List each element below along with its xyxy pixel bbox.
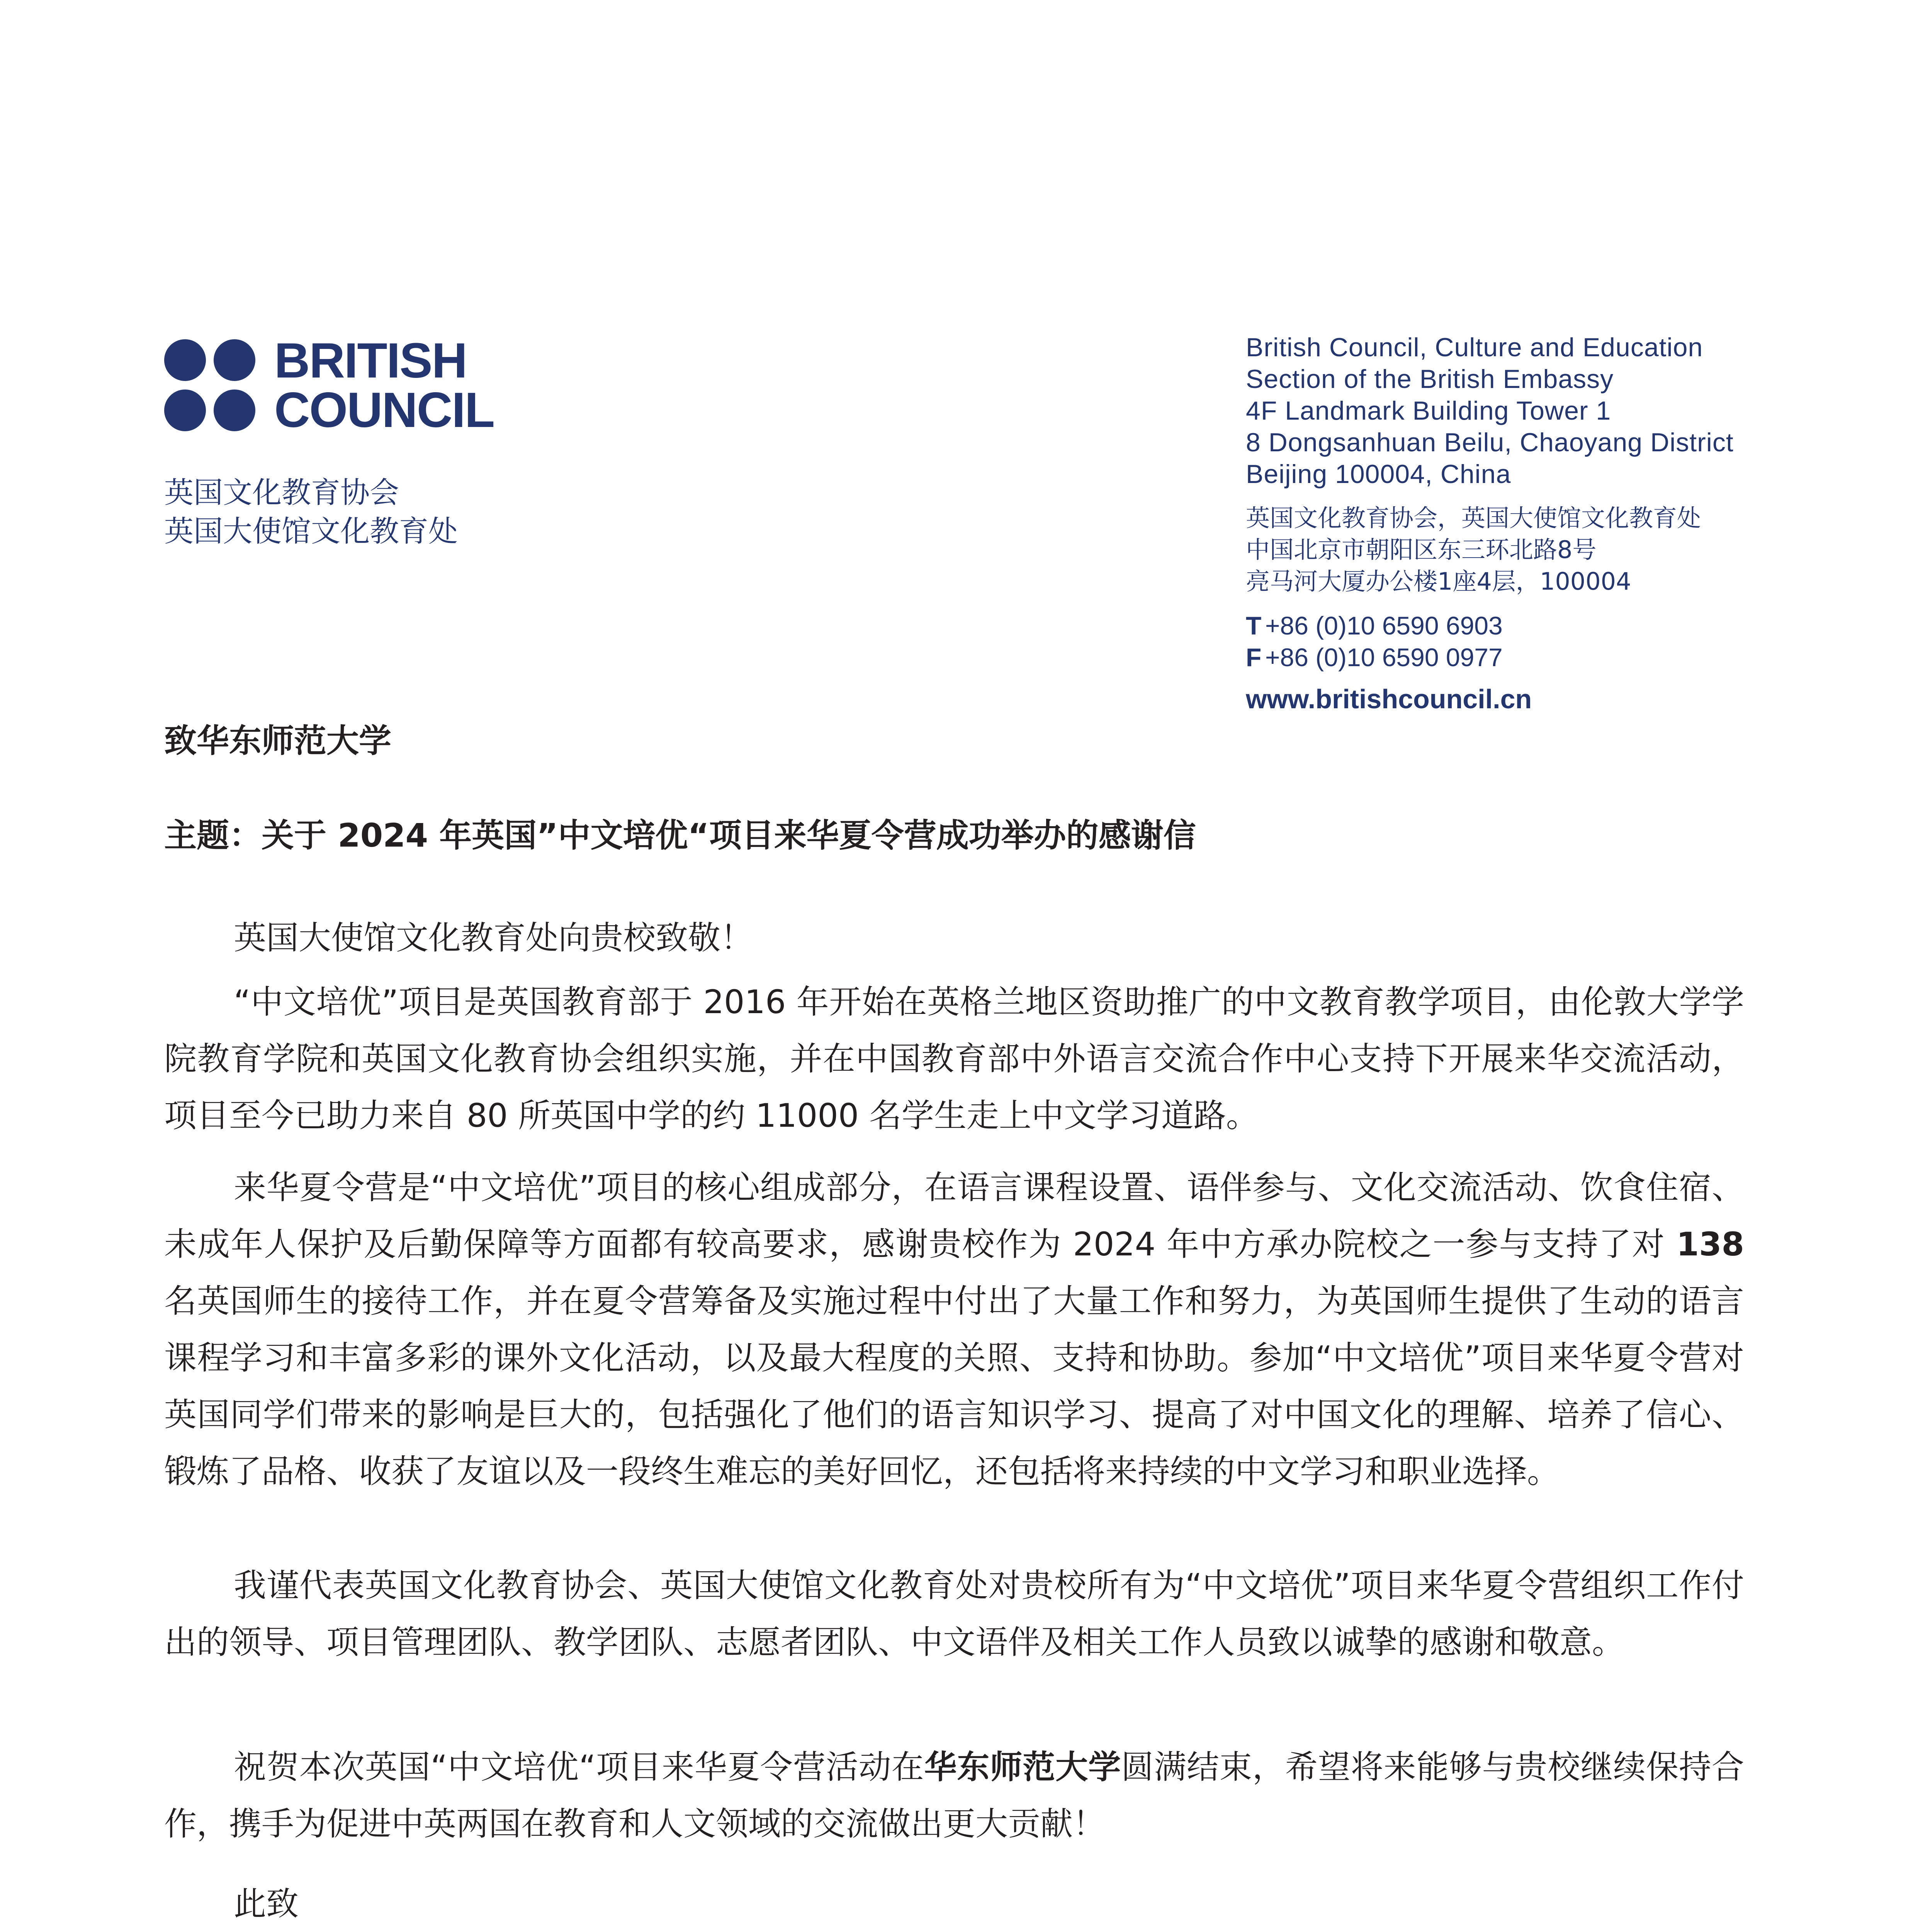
british-council-logo (164, 333, 512, 438)
host-university: 华东师范大学 (924, 1748, 1121, 1786)
address-en-line: British Council, Culture and Education (1246, 333, 1703, 362)
paragraph-4-part-b: 圆满结束，希望将来能够与贵校继续保持合作，携手为促进中英两国在教育和人文领域的交流做出更大贡献！ (164, 1748, 1744, 1843)
guest-count: 138 (1676, 1225, 1744, 1263)
address-en-line: 8 Dongsanhuan Beilu, Chaoyang District (1246, 428, 1734, 457)
greeting: 英国大使馆文化教育处向贵校致敬！ (234, 919, 753, 957)
subject-line: 主题：关于 2024 年英国”中文培优“项目来华夏令营成功举办的感谢信 (164, 816, 1196, 854)
recipient: 致华东师范大学 (164, 722, 392, 760)
address-en-line: 4F Landmark Building Tower 1 (1246, 396, 1611, 425)
address-cn-line: 英国文化教育协会，英国大使馆文化教育处 (1246, 504, 1701, 532)
paragraph-2-part-a: 来华夏令营是“中文培优”项目的核心组成部分，在语言课程设置、语伴参与、文化交流活动、饮食住宿、未成年人保护及后勤保障等方面都有较高要求，感谢贵校作为 2024 年中方承办院校之一参与支持了对 (164, 1168, 1744, 1263)
org-name-cn-1: 英国文化教育协会 (164, 475, 399, 510)
phone-line (1246, 610, 1503, 641)
paragraph-3: 我谨代表英国文化教育协会、英国大使馆文化教育处对贵校所有为“中文培优”项目来华夏令营组织工作付出的领导、项目管理团队、教学团队、志愿者团队、中文语伴及相关工作人员致以诚挚的感谢和敬意。 (164, 1566, 1744, 1661)
paragraph-1: “中文培优”项目是英国教育部于 2016 年开始在英格兰地区资助推广的中文教育教学项目，由伦敦大学学院教育学院和英国文化教育协会组织实施，并在中国教育部中外语言交流合作中心支持下开展来华交流活动，项目至今已助力来自 80 所英国中学的约 11000 名学生走上中文学习道路。 (164, 983, 1744, 1134)
paragraph-4 (164, 1739, 1744, 1852)
fax-line (1246, 641, 1503, 673)
logo-dot (214, 389, 255, 431)
phone-number: +86 (0)10 6590 6903 (1265, 611, 1503, 640)
logo-dot (214, 339, 255, 381)
phone-label: T (1246, 611, 1262, 640)
address-en-line: Section of the British Embassy (1246, 364, 1614, 394)
address-en-line: Beijing 100004, China (1246, 459, 1511, 489)
fax-label: F (1246, 643, 1262, 672)
address-cn-line: 亮马河大厦办公楼1座4层，100004 (1246, 567, 1631, 595)
logo-dot (164, 389, 206, 431)
logo-word-council: COUNCIL (274, 383, 494, 438)
fax-number: +86 (0)10 6590 0977 (1265, 643, 1503, 672)
paragraph-4-part-a: 祝贺本次英国“中文培优“项目来华夏令营活动在 (234, 1748, 924, 1786)
closing-1: 此致 (234, 1885, 299, 1923)
website-link[interactable]: www.britishcouncil.cn (1246, 684, 1532, 714)
address-cn-line: 中国北京市朝阳区东三环北路8号 (1246, 536, 1597, 564)
paragraph-2 (164, 1159, 1744, 1500)
org-name-cn-2: 英国大使馆文化教育处 (164, 514, 458, 548)
logo-dot (164, 339, 206, 381)
paragraph-2-part-b: 名英国师生的接待工作，并在夏令营筹备及实施过程中付出了大量工作和努力，为英国师生提供了生动的语言课程学习和丰富多彩的课外文化活动，以及最大程度的关照、支持和协助。参加“中文培优”项目来华夏令营对英国同学们带来的影响是巨大的，包括强化了他们的语言知识学习、提高了对中国文化的理解、培养了信心、锻炼了品格、收获了友谊以及一段终生难忘的美好回忆，还包括将来持续的中文学习和职业选择。 (164, 1282, 1744, 1490)
logo-word-british: BRITISH (274, 333, 467, 388)
